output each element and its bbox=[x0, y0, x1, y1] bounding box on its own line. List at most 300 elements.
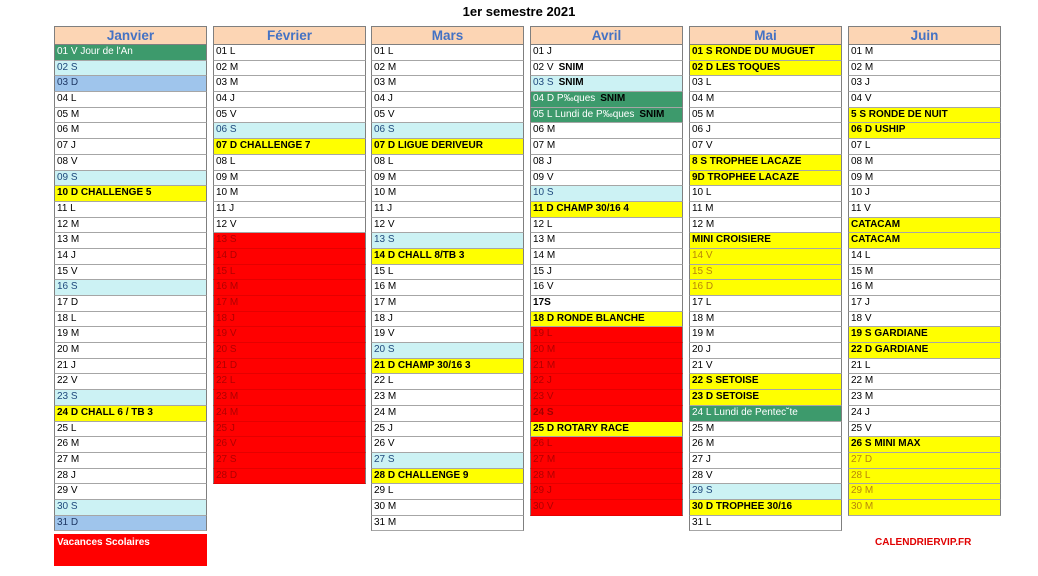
day-cell bbox=[371, 123, 524, 139]
day-cell bbox=[54, 171, 207, 187]
day-cell bbox=[371, 422, 524, 438]
day-label: 01 S RONDE DU MUGUET bbox=[692, 46, 815, 57]
day-tag: SNIM bbox=[558, 61, 584, 73]
day-label: 03 J bbox=[851, 77, 870, 89]
month-header: Février bbox=[213, 26, 366, 45]
day-label: 28 V bbox=[692, 469, 713, 481]
day-cell bbox=[371, 500, 524, 516]
day-cell bbox=[371, 469, 524, 485]
day-cell bbox=[213, 469, 366, 485]
day-cell bbox=[213, 437, 366, 453]
day-label: 06 M bbox=[57, 124, 80, 136]
day-cell bbox=[54, 155, 207, 171]
month-header: Juin bbox=[848, 26, 1001, 45]
day-label: 29 V bbox=[57, 485, 78, 497]
day-label: 16 M bbox=[374, 281, 397, 293]
day-cell bbox=[689, 422, 842, 438]
day-cell bbox=[689, 265, 842, 281]
day-cell bbox=[848, 327, 1001, 343]
day-label: 13 M bbox=[533, 234, 556, 246]
day-cell bbox=[530, 265, 683, 281]
day-cell bbox=[848, 92, 1001, 108]
day-label: 20 M bbox=[533, 344, 556, 356]
day-label: 10 D CHALLENGE 5 bbox=[57, 187, 152, 199]
day-label: 11 D CHAMP 30/16 4 bbox=[533, 202, 629, 214]
day-cell bbox=[54, 359, 207, 375]
day-label: 12 M bbox=[692, 218, 715, 230]
day-cell bbox=[530, 218, 683, 234]
day-label: 03 D bbox=[57, 77, 79, 89]
day-cell bbox=[689, 233, 842, 249]
day-cell bbox=[848, 249, 1001, 265]
day-label: 24 J bbox=[851, 406, 870, 418]
day-cell bbox=[213, 155, 366, 171]
day-cell bbox=[848, 139, 1001, 155]
day-cell bbox=[213, 374, 366, 390]
day-label: 27 M bbox=[533, 453, 556, 465]
day-cell bbox=[371, 218, 524, 234]
day-label: 14 D CHALL 8/TB 3 bbox=[374, 249, 465, 261]
day-cell bbox=[848, 312, 1001, 328]
day-label: 17S bbox=[533, 297, 551, 308]
day-label: 21 L bbox=[851, 359, 871, 371]
day-cell bbox=[54, 327, 207, 343]
day-cell bbox=[54, 422, 207, 438]
day-cell bbox=[848, 123, 1001, 139]
day-label: 07 V bbox=[692, 140, 713, 152]
day-label: 21 D bbox=[216, 359, 238, 371]
day-label: 07 J bbox=[57, 140, 76, 152]
day-label: 07 D CHALLENGE 7 bbox=[216, 140, 311, 152]
day-label: 8 S TROPHEE LACAZE bbox=[692, 155, 802, 167]
day-label: 03 L bbox=[692, 77, 712, 89]
day-label: 28 D bbox=[216, 469, 238, 481]
day-label: 05 V bbox=[216, 108, 237, 120]
day-cell bbox=[530, 359, 683, 375]
day-cell bbox=[54, 437, 207, 453]
day-label: 22 L bbox=[216, 375, 236, 387]
day-cell bbox=[54, 61, 207, 77]
month-column-avril bbox=[530, 26, 683, 516]
day-cell bbox=[848, 233, 1001, 249]
day-cell bbox=[530, 469, 683, 485]
month-column-mai bbox=[689, 26, 842, 531]
day-cell bbox=[530, 343, 683, 359]
day-label: 30 D TROPHEE 30/16 bbox=[692, 500, 793, 512]
day-cell bbox=[54, 453, 207, 469]
day-label: 26 S MINI MAX bbox=[851, 438, 921, 450]
day-label: 06 D USHIP bbox=[851, 124, 906, 136]
day-label: 27 S bbox=[216, 453, 237, 465]
day-cell bbox=[530, 155, 683, 171]
day-label: 23 M bbox=[851, 391, 874, 403]
day-cell bbox=[54, 186, 207, 202]
day-label: 18 D RONDE BLANCHE bbox=[533, 312, 645, 324]
day-label: 27 J bbox=[692, 453, 711, 465]
day-label: 09 V bbox=[533, 171, 554, 183]
day-cell bbox=[530, 76, 683, 92]
day-label: 23 V bbox=[533, 391, 554, 403]
day-label: 17 D bbox=[57, 297, 79, 308]
day-label: 25 J bbox=[216, 422, 235, 434]
day-label: 09 M bbox=[374, 171, 397, 183]
day-cell bbox=[530, 422, 683, 438]
day-cell bbox=[689, 92, 842, 108]
month-column-mars bbox=[371, 26, 524, 531]
day-cell bbox=[54, 374, 207, 390]
day-cell bbox=[689, 249, 842, 265]
day-label: 24 S bbox=[533, 406, 554, 418]
day-cell bbox=[54, 312, 207, 328]
day-cell bbox=[848, 61, 1001, 77]
day-cell bbox=[689, 139, 842, 155]
day-label: 08 V bbox=[57, 155, 78, 167]
day-label: 27 D bbox=[851, 453, 873, 465]
day-label: 10 S bbox=[533, 187, 554, 199]
month-header: Janvier bbox=[54, 26, 207, 45]
day-label: 19 L bbox=[533, 328, 553, 340]
day-label: 15 M bbox=[851, 265, 874, 277]
day-cell bbox=[54, 76, 207, 92]
month-column-janvier bbox=[54, 26, 207, 531]
day-cell bbox=[54, 92, 207, 108]
day-label: 02 M bbox=[216, 61, 239, 73]
day-label: 15 S bbox=[692, 265, 713, 277]
day-label: 11 L bbox=[57, 202, 76, 214]
day-label: 21 J bbox=[57, 359, 76, 371]
day-label: 06 S bbox=[216, 124, 237, 136]
day-label: 19 M bbox=[57, 328, 80, 340]
day-label: 07 L bbox=[851, 140, 871, 152]
day-cell bbox=[54, 108, 207, 124]
page-title: 1er semestre 2021 bbox=[462, 4, 576, 19]
day-cell bbox=[689, 469, 842, 485]
day-cell bbox=[54, 123, 207, 139]
day-label: 12 M bbox=[57, 218, 80, 230]
day-cell bbox=[689, 516, 842, 532]
day-cell bbox=[213, 406, 366, 422]
day-cell bbox=[848, 186, 1001, 202]
day-label: 22 M bbox=[851, 375, 874, 387]
day-label: 11 M bbox=[692, 202, 714, 214]
day-cell bbox=[54, 516, 207, 532]
day-label: 06 J bbox=[692, 124, 711, 136]
day-cell bbox=[848, 359, 1001, 375]
day-cell bbox=[371, 249, 524, 265]
day-label: 06 S bbox=[374, 124, 395, 136]
day-cell bbox=[689, 171, 842, 187]
day-cell bbox=[54, 390, 207, 406]
day-label: 16 V bbox=[533, 281, 554, 293]
day-label: 24 M bbox=[374, 406, 397, 418]
day-cell bbox=[689, 123, 842, 139]
day-label: 25 M bbox=[692, 422, 715, 434]
day-cell bbox=[689, 108, 842, 124]
day-label: 25 L bbox=[57, 422, 77, 434]
day-cell bbox=[848, 437, 1001, 453]
day-cell bbox=[689, 155, 842, 171]
day-cell bbox=[530, 390, 683, 406]
day-cell bbox=[530, 108, 683, 124]
day-label: 08 M bbox=[851, 155, 874, 167]
day-cell bbox=[213, 123, 366, 139]
day-label: 28 L bbox=[851, 469, 871, 481]
day-label: 09 S bbox=[57, 171, 78, 183]
day-label: 27 M bbox=[57, 453, 80, 465]
day-label: 03 M bbox=[374, 77, 397, 89]
day-cell bbox=[54, 233, 207, 249]
day-cell bbox=[689, 484, 842, 500]
day-label: 02 M bbox=[374, 61, 397, 73]
day-label: 31 L bbox=[692, 516, 712, 528]
day-cell bbox=[371, 453, 524, 469]
day-label: 02 M bbox=[851, 61, 874, 73]
day-label: 27 S bbox=[374, 453, 395, 465]
day-cell bbox=[213, 233, 366, 249]
day-label: 04 J bbox=[374, 93, 393, 105]
day-cell bbox=[530, 249, 683, 265]
day-cell bbox=[371, 233, 524, 249]
day-cell bbox=[213, 139, 366, 155]
day-cell bbox=[530, 296, 683, 312]
day-label: 25 V bbox=[851, 422, 872, 434]
day-label: 24 L Lundi de Pentec˘te bbox=[692, 406, 798, 418]
day-label: 05 L Lundi de P‰ques bbox=[533, 108, 635, 120]
day-cell bbox=[213, 186, 366, 202]
day-cell bbox=[371, 280, 524, 296]
day-label: 08 L bbox=[374, 155, 394, 167]
day-cell bbox=[54, 343, 207, 359]
day-cell bbox=[689, 437, 842, 453]
day-cell bbox=[848, 280, 1001, 296]
day-label: 10 M bbox=[216, 187, 239, 199]
day-label: 01 M bbox=[851, 46, 874, 57]
day-label: 02 S bbox=[57, 61, 78, 73]
day-label: 04 L bbox=[57, 93, 77, 105]
day-cell bbox=[213, 108, 366, 124]
day-label: 22 D GARDIANE bbox=[851, 344, 929, 356]
day-label: 31 M bbox=[374, 516, 397, 528]
day-cell bbox=[689, 186, 842, 202]
day-cell bbox=[371, 61, 524, 77]
day-cell bbox=[530, 406, 683, 422]
day-label: 29 S bbox=[692, 485, 713, 497]
day-cell bbox=[848, 374, 1001, 390]
day-cell bbox=[213, 249, 366, 265]
day-label: 22 V bbox=[57, 375, 78, 387]
day-label: 25 J bbox=[374, 422, 393, 434]
day-cell bbox=[213, 280, 366, 296]
day-label: 10 M bbox=[374, 187, 397, 199]
day-label: 03 M bbox=[216, 77, 239, 89]
day-cell bbox=[371, 202, 524, 218]
day-label: 14 L bbox=[851, 249, 871, 261]
day-cell bbox=[371, 45, 524, 61]
day-cell bbox=[371, 108, 524, 124]
day-cell bbox=[213, 453, 366, 469]
day-cell bbox=[530, 123, 683, 139]
day-cell bbox=[54, 469, 207, 485]
day-cell bbox=[848, 265, 1001, 281]
day-cell bbox=[848, 76, 1001, 92]
day-cell bbox=[371, 343, 524, 359]
day-cell bbox=[689, 406, 842, 422]
day-label: 11 V bbox=[851, 202, 871, 214]
day-label: 23 M bbox=[216, 391, 239, 403]
day-label: 04 V bbox=[851, 93, 872, 105]
day-cell bbox=[371, 155, 524, 171]
day-cell bbox=[371, 296, 524, 312]
day-label: 05 M bbox=[692, 108, 715, 120]
day-label: 13 S bbox=[374, 234, 395, 246]
day-label: 22 L bbox=[374, 375, 394, 387]
day-label: 04 J bbox=[216, 93, 235, 105]
day-cell bbox=[530, 500, 683, 516]
day-label: 20 M bbox=[57, 344, 80, 356]
day-cell bbox=[54, 202, 207, 218]
day-cell bbox=[213, 202, 366, 218]
day-label: 28 M bbox=[533, 469, 556, 481]
day-cell bbox=[848, 406, 1001, 422]
day-label: 15 J bbox=[533, 265, 552, 277]
day-label: 29 M bbox=[851, 485, 874, 497]
day-label: 08 J bbox=[533, 155, 552, 167]
day-cell bbox=[213, 359, 366, 375]
day-cell bbox=[371, 437, 524, 453]
day-cell bbox=[848, 422, 1001, 438]
day-label: 09 M bbox=[216, 171, 239, 183]
day-label: 15 L bbox=[216, 265, 236, 277]
day-label: 28 J bbox=[57, 469, 76, 481]
day-label: 19 M bbox=[692, 328, 715, 340]
day-cell bbox=[848, 155, 1001, 171]
vacation-legend: Vacances Scolaires bbox=[54, 534, 207, 566]
day-cell bbox=[848, 343, 1001, 359]
day-label: 14 V bbox=[692, 249, 713, 261]
day-label: 16 M bbox=[216, 281, 239, 293]
day-label: 21 V bbox=[692, 359, 713, 371]
day-cell bbox=[213, 296, 366, 312]
day-cell bbox=[371, 92, 524, 108]
day-label: 15 V bbox=[57, 265, 78, 277]
day-cell bbox=[54, 406, 207, 422]
day-label: 28 D CHALLENGE 9 bbox=[374, 469, 469, 481]
day-label: 18 J bbox=[374, 312, 393, 324]
day-cell bbox=[371, 186, 524, 202]
day-cell bbox=[371, 171, 524, 187]
day-label: 26 M bbox=[57, 438, 80, 450]
day-label: 04 D P‰ques bbox=[533, 93, 596, 105]
day-cell bbox=[213, 390, 366, 406]
day-cell bbox=[213, 92, 366, 108]
day-cell bbox=[530, 92, 683, 108]
day-label: 05 M bbox=[57, 108, 80, 120]
day-cell bbox=[848, 500, 1001, 516]
day-label: 07 M bbox=[533, 140, 556, 152]
day-label: CATACAM bbox=[851, 218, 901, 230]
day-label: 03 S bbox=[533, 77, 554, 89]
day-label: 10 L bbox=[692, 187, 712, 199]
day-cell bbox=[689, 296, 842, 312]
day-cell bbox=[213, 422, 366, 438]
day-cell bbox=[371, 327, 524, 343]
day-cell bbox=[848, 453, 1001, 469]
day-label: 02 V bbox=[533, 61, 554, 73]
day-label: 17 L bbox=[692, 297, 712, 308]
day-label: 30 S bbox=[57, 500, 78, 512]
day-cell bbox=[848, 218, 1001, 234]
day-cell bbox=[689, 327, 842, 343]
day-cell bbox=[54, 296, 207, 312]
day-cell bbox=[213, 218, 366, 234]
day-cell bbox=[689, 453, 842, 469]
day-cell bbox=[530, 45, 683, 61]
day-cell bbox=[54, 500, 207, 516]
day-label: 15 L bbox=[374, 265, 394, 277]
day-label: 11 J bbox=[374, 202, 393, 214]
day-label: 19 V bbox=[216, 328, 237, 340]
day-label: 14 J bbox=[57, 249, 76, 261]
day-label: 19 S GARDIANE bbox=[851, 328, 928, 340]
day-cell bbox=[530, 233, 683, 249]
day-cell bbox=[530, 484, 683, 500]
day-label: 20 S bbox=[216, 344, 237, 356]
day-cell bbox=[689, 76, 842, 92]
day-label: 24 D CHALL 6 / TB 3 bbox=[57, 406, 153, 418]
day-label: 13 M bbox=[57, 234, 80, 246]
day-cell bbox=[213, 171, 366, 187]
day-label: 25 D ROTARY RACE bbox=[533, 422, 629, 434]
day-cell bbox=[848, 171, 1001, 187]
day-cell bbox=[848, 390, 1001, 406]
day-cell bbox=[689, 218, 842, 234]
day-cell bbox=[54, 218, 207, 234]
day-label: 02 D LES TOQUES bbox=[692, 61, 781, 73]
day-cell bbox=[689, 45, 842, 61]
day-cell bbox=[530, 327, 683, 343]
day-label: 30 V bbox=[533, 500, 554, 512]
day-label: 22 S SETOISE bbox=[692, 375, 759, 387]
day-cell bbox=[213, 265, 366, 281]
day-label: 16 S bbox=[57, 281, 78, 293]
day-cell bbox=[848, 469, 1001, 485]
day-label: 10 J bbox=[851, 187, 870, 199]
day-label: 20 J bbox=[692, 344, 711, 356]
day-cell bbox=[530, 202, 683, 218]
day-cell bbox=[848, 45, 1001, 61]
day-cell bbox=[371, 139, 524, 155]
day-label: 18 J bbox=[216, 312, 235, 324]
day-label: 16 D bbox=[692, 281, 714, 293]
day-cell bbox=[371, 76, 524, 92]
day-label: CATACAM bbox=[851, 234, 901, 246]
day-label: 5 S RONDE DE NUIT bbox=[851, 108, 948, 120]
day-label: 24 M bbox=[216, 406, 239, 418]
day-label: 01 V Jour de l'An bbox=[57, 46, 133, 57]
day-cell bbox=[848, 202, 1001, 218]
day-label: 14 D bbox=[216, 249, 238, 261]
day-label: 01 L bbox=[216, 46, 236, 57]
day-cell bbox=[848, 484, 1001, 500]
month-column-fevrier bbox=[213, 26, 366, 484]
day-label: 18 L bbox=[57, 312, 77, 324]
site-watermark: CALENDRIERVIP.FR bbox=[875, 537, 972, 548]
day-cell bbox=[54, 249, 207, 265]
day-cell bbox=[530, 280, 683, 296]
day-label: MINI CROISIERE bbox=[692, 234, 771, 246]
day-label: 21 M bbox=[533, 359, 556, 371]
day-label: 16 M bbox=[851, 281, 874, 293]
